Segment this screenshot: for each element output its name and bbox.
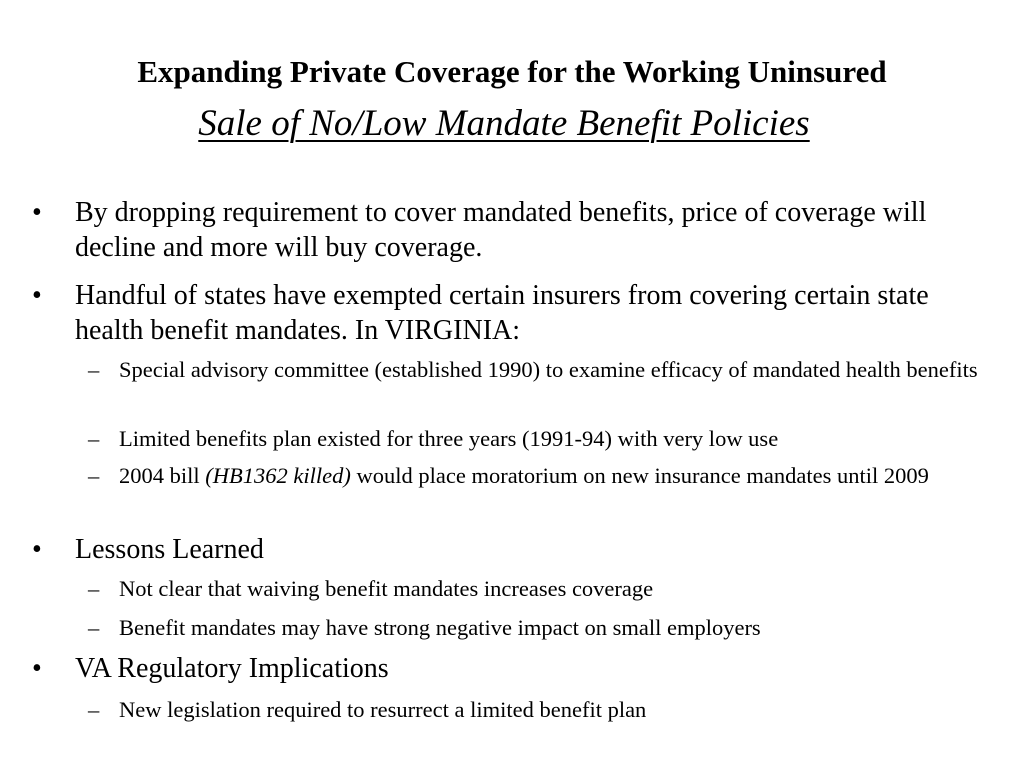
sub-bullet-text: Not clear that waiving benefit mandates increases coverage [119, 576, 654, 601]
sub-bullet-text: Limited benefits plan existed for three years (1991-94) with very low use [119, 426, 779, 451]
bullet-text: By dropping requirement to cover mandated benefits, price of coverage will decline and more will buy coverage. [75, 197, 927, 263]
bullet-marker: • [32, 534, 42, 565]
bullet-text: VA Regulatory Implications [75, 653, 389, 684]
slide-title: Expanding Private Coverage for the Working Uninsured [137, 54, 887, 89]
sub-bullet-text: New legislation required to resurrect a limited benefit plan [119, 697, 647, 722]
sub-bullet-marker: – [88, 357, 100, 382]
sub-bullet-marker: – [88, 615, 100, 640]
sub-bullet-text: Special advisory committee (established 1990) to examine efficacy of mandated health benefits [119, 357, 978, 382]
bullet-text: Lessons Learned [75, 534, 264, 565]
slide-subtitle: Sale of No/Low Mandate Benefit Policies [198, 103, 810, 144]
bill-reference: (HB1362 killed) [205, 463, 351, 488]
sub-bullet-text [119, 460, 999, 491]
sub-bullet-marker: – [88, 426, 100, 451]
sub-bullet-marker: – [88, 463, 100, 488]
bullet-text: Handful of states have exempted certain insurers from covering certain state health benefit mandates. In VIRGINIA: [75, 280, 929, 346]
bullet-marker: • [32, 653, 42, 684]
sub-bullet-text-post: would place moratorium on new insurance mandates until 2009 [350, 463, 929, 488]
sub-bullet-text: Benefit mandates may have strong negative impact on small employers [119, 615, 761, 640]
bullet-marker: • [32, 280, 42, 311]
sub-bullet-marker: – [88, 576, 100, 601]
bullet-marker: • [32, 197, 42, 228]
sub-bullet-marker: – [88, 697, 100, 722]
sub-bullet-text-pre: 2004 bill [119, 463, 206, 488]
